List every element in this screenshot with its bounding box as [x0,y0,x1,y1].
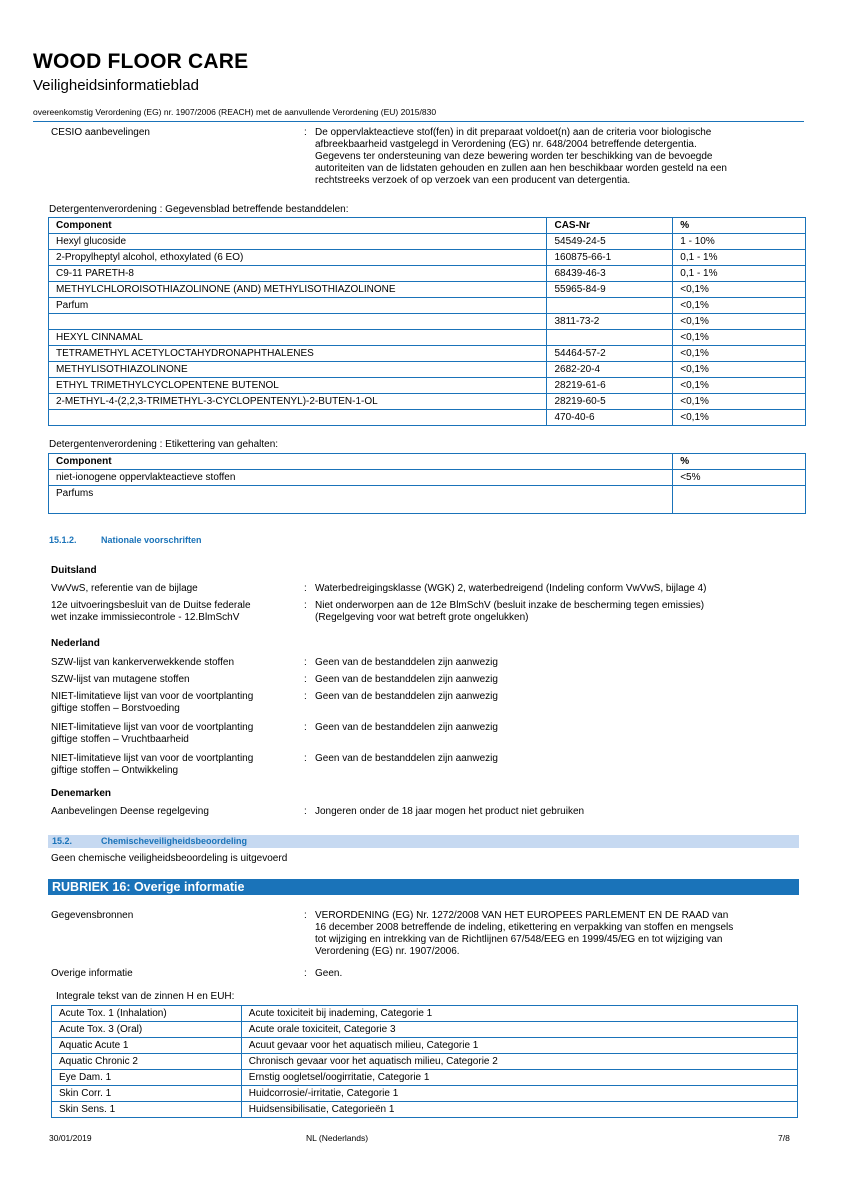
table-header-cell: Component [49,218,547,234]
table-cell: HEXYL CINNAMAL [49,330,547,346]
sources-line: tot wijziging en intrekking van de Richtlijnen 67/548/EEG en 1999/45/EG en tot wijziging van [315,934,723,945]
table-cell: 68439-46-3 [547,266,673,282]
label-line: wet inzake immissiecontrole - 12.BlmSchV [51,612,240,623]
sources-line: Verordening (EG) nr. 1907/2006. [315,946,460,957]
value-line: Niet onderworpen aan de 12e BlmSchV (besluit inzake de bescherming tegen emissies) [315,600,705,611]
regulation-label [51,657,234,669]
section-15-2-bar [48,835,799,848]
table-row [52,1022,798,1038]
table-cell: <0,1% [673,410,806,426]
regulation-label [51,600,251,624]
sources-text [315,910,790,958]
document-subtitle: Veiligheidsinformatieblad [33,77,199,94]
regulation-label [51,753,253,777]
table-cell [547,298,673,314]
value-line: Geen van de bestanddelen zijn aanwezig [315,691,498,702]
colon: : [304,968,307,979]
label-line: VwVwS, referentie van de bijlage [51,583,198,594]
label-line: SZW-lijst van mutagene stoffen [51,674,190,685]
colon: : [304,910,307,921]
table-header-cell: % [673,218,806,234]
regulation-value [315,600,790,624]
regulation-value [315,674,790,686]
label-line: giftige stoffen – Vruchtbaarheid [51,734,189,745]
header-divider [33,121,804,122]
value-line: (Regelgeving voor wat betreft grote ongelukken) [315,612,529,623]
regulation-value [315,583,790,595]
rubriek-16-header [48,879,799,895]
table-cell: Huidcorrosie/-irritatie, Categorie 1 [241,1086,797,1102]
table-cell: <0,1% [673,282,806,298]
h-phrases-table [51,1005,798,1118]
footer-language: NL (Nederlands) [306,1133,369,1143]
section-number: 15.2. [52,836,73,846]
table-cell: <0,1% [673,378,806,394]
table-row [49,314,806,330]
value-line: Geen van de bestanddelen zijn aanwezig [315,674,498,685]
other-info-value: Geen. [315,968,343,979]
table-cell: 55965-84-9 [547,282,673,298]
label-line: SZW-lijst van kankerverwekkende stoffen [51,657,235,668]
table-cell: TETRAMETHYL ACETYLOCTAHYDRONAPHTHALENES [49,346,547,362]
table-cell: Skin Corr. 1 [52,1086,242,1102]
regulation-label [51,674,190,686]
regulation-value [315,657,790,669]
regulation-label [51,806,209,818]
table-cell: Acuut gevaar voor het aquatisch milieu, Categorie 1 [241,1038,797,1054]
regulation-label [51,583,198,595]
table-row [52,1038,798,1054]
section-number: 15.1.2. [49,535,77,545]
table-cell [547,330,673,346]
labelling-table [48,453,806,514]
cesio-line: afbreekbaarheid vastgelegd in Verordening (EG) nr. 648/2004 betreffende detergentia. [315,139,697,150]
table-cell: 0,1 - 1% [673,266,806,282]
value-line: Geen van de bestanddelen zijn aanwezig [315,722,498,733]
colon: : [304,583,307,594]
table-cell: <0,1% [673,394,806,410]
table-cell: ETHYL TRIMETHYLCYCLOPENTENE BUTENOL [49,378,547,394]
table-cell: Acute orale toxiciteit, Categorie 3 [241,1022,797,1038]
regulation-label [51,722,253,746]
cesio-line: rechtstreeks verzoek of op verzoek van een producent van detergentia. [315,175,631,186]
country-heading-duitsland: Duitsland [51,565,97,576]
table-cell: Eye Dam. 1 [52,1070,242,1086]
colon: : [304,691,307,702]
colon: : [304,657,307,668]
table-cell: <0,1% [673,330,806,346]
colon: : [304,753,307,764]
table-cell: Aquatic Acute 1 [52,1038,242,1054]
regulation-value [315,806,790,818]
table-cell: 28219-60-5 [547,394,673,410]
table-row [49,362,806,378]
regulation-label [51,691,253,715]
table-cell: METHYLCHLOROISOTHIAZOLINONE (AND) METHYLISOTHIAZOLINONE [49,282,547,298]
colon: : [304,806,307,817]
table-cell [49,410,547,426]
table-cell: 470-40-6 [547,410,673,426]
table-row [49,394,806,410]
regulation-value [315,722,790,734]
table-cell: <5% [673,470,806,486]
table-row [52,1070,798,1086]
table-cell: Chronisch gevaar voor het aquatisch milieu, Categorie 2 [241,1054,797,1070]
table-cell: 54549-24-5 [547,234,673,250]
table-cell: 2-METHYL-4-(2,2,3-TRIMETHYL-3-CYCLOPENTENYL)-2-BUTEN-1-OL [49,394,547,410]
table-cell: 2682-20-4 [547,362,673,378]
ingredients-table [48,217,806,426]
colon: : [304,674,307,685]
ingredients-caption: Detergentenverordening : Gegevensblad betreffende bestanddelen: [49,204,349,215]
cesio-line: autoriteiten van de lidstaten gehouden en zullen aan hen beschikbaar worden gesteld na een [315,163,727,174]
table-cell: Acute toxiciteit bij inademing, Categorie 1 [241,1006,797,1022]
table-header-cell: CAS-Nr [547,218,673,234]
colon: : [304,722,307,733]
cesio-text [315,127,790,187]
table-cell: <0,1% [673,346,806,362]
table-row [49,266,806,282]
table-row [49,250,806,266]
table-row [49,298,806,314]
table-row [49,378,806,394]
country-heading-denemarken: Denemarken [51,788,112,799]
table-cell: 3811-73-2 [547,314,673,330]
table-cell: 1 - 10% [673,234,806,250]
table-cell: 2-Propylheptyl alcohol, ethoxylated (6 EO) [49,250,547,266]
label-line: NIET-limitatieve lijst van voor de voortplanting [51,691,254,702]
table-row [52,1086,798,1102]
table-cell: Huidsensibilisatie, Categorieën 1 [241,1102,797,1118]
table-row [49,330,806,346]
cesio-label: CESIO aanbevelingen [51,127,150,138]
table-cell: Skin Sens. 1 [52,1102,242,1118]
table-row [49,486,806,514]
labelling-caption: Detergentenverordening : Etikettering van gehalten: [49,439,279,450]
table-cell [49,314,547,330]
table-cell: Parfum [49,298,547,314]
table-row [49,346,806,362]
section-title: Chemischeveiligheidsbeoordeling [101,836,248,846]
table-cell: niet-ionogene oppervlakteactieve stoffen [49,470,673,486]
label-line: NIET-limitatieve lijst van voor de voortplanting [51,753,254,764]
regulation-line: overeenkomstig Verordening (EG) nr. 1907/2006 (REACH) met de aanvullende Verordening (EU) 2015/830 [33,107,437,117]
table-row [49,470,806,486]
table-cell: Parfums [49,486,673,514]
table-row [49,410,806,426]
value-line: Jongeren onder de 18 jaar mogen het product niet gebruiken [315,806,585,817]
table-row [52,1102,798,1118]
section-title: Nationale voorschriften [101,535,202,545]
value-line: Geen van de bestanddelen zijn aanwezig [315,753,498,764]
sources-label: Gegevensbronnen [51,910,134,921]
label-line: Aanbevelingen Deense regelgeving [51,806,209,817]
regulation-value [315,753,790,765]
table-cell: Ernstig oogletsel/oogirritatie, Categorie 1 [241,1070,797,1086]
rubriek-title: RUBRIEK 16: Overige informatie [52,880,245,894]
document-title: WOOD FLOOR CARE [33,50,249,73]
value-line: Waterbedreigingsklasse (WGK) 2, waterbedreigend (Indeling conform VwVwS, bijlage 4) [315,583,707,594]
table-header-row [49,454,806,470]
label-line: 12e uitvoeringsbesluit van de Duitse federale [51,600,251,611]
table-cell: <0,1% [673,362,806,378]
table-row [49,234,806,250]
colon: : [304,127,307,138]
cesio-line: De oppervlakteactieve stof(fen) in dit preparaat voldoet(n) aan de criteria voor biologische [315,127,712,138]
section-15-2-text: Geen chemische veiligheidsbeoordeling is uitgevoerd [51,853,288,864]
table-header-cell: Component [49,454,673,470]
h-phrases-caption: Integrale tekst van de zinnen H en EUH: [56,991,235,1002]
regulation-value [315,691,790,703]
table-row [49,282,806,298]
table-cell: <0,1% [673,314,806,330]
label-line: giftige stoffen – Ontwikkeling [51,765,179,776]
colon: : [304,600,307,611]
table-cell: 160875-66-1 [547,250,673,266]
table-cell: Acute Tox. 3 (Oral) [52,1022,242,1038]
cesio-line: Gegevens ter ondersteuning van deze bewering worden ter beschikking van de bevoegde [315,151,713,162]
table-row [52,1006,798,1022]
footer-date: 30/01/2019 [49,1133,92,1143]
value-line: Geen van de bestanddelen zijn aanwezig [315,657,498,668]
table-cell: Acute Tox. 1 (Inhalation) [52,1006,242,1022]
sources-line: VERORDENING (EG) Nr. 1272/2008 VAN HET EUROPEES PARLEMENT EN DE RAAD van [315,910,729,921]
table-cell: Hexyl glucoside [49,234,547,250]
label-line: NIET-limitatieve lijst van voor de voortplanting [51,722,254,733]
table-cell: 54464-57-2 [547,346,673,362]
footer-page-number: 7/8 [778,1133,790,1143]
table-cell: Aquatic Chronic 2 [52,1054,242,1070]
table-cell: METHYLISOTHIAZOLINONE [49,362,547,378]
table-cell [673,486,806,514]
table-header-cell: % [673,454,806,470]
sources-line: 16 december 2008 betreffende de indeling, etikettering en verpakking van stoffen en mengsels [315,922,734,933]
other-info-label: Overige informatie [51,968,133,979]
table-cell: 28219-61-6 [547,378,673,394]
table-cell: 0,1 - 1% [673,250,806,266]
country-heading-nederland: Nederland [51,638,100,649]
table-header-row [49,218,806,234]
table-row [52,1054,798,1070]
table-cell: <0,1% [673,298,806,314]
table-cell: C9-11 PARETH-8 [49,266,547,282]
label-line: giftige stoffen – Borstvoeding [51,703,180,714]
